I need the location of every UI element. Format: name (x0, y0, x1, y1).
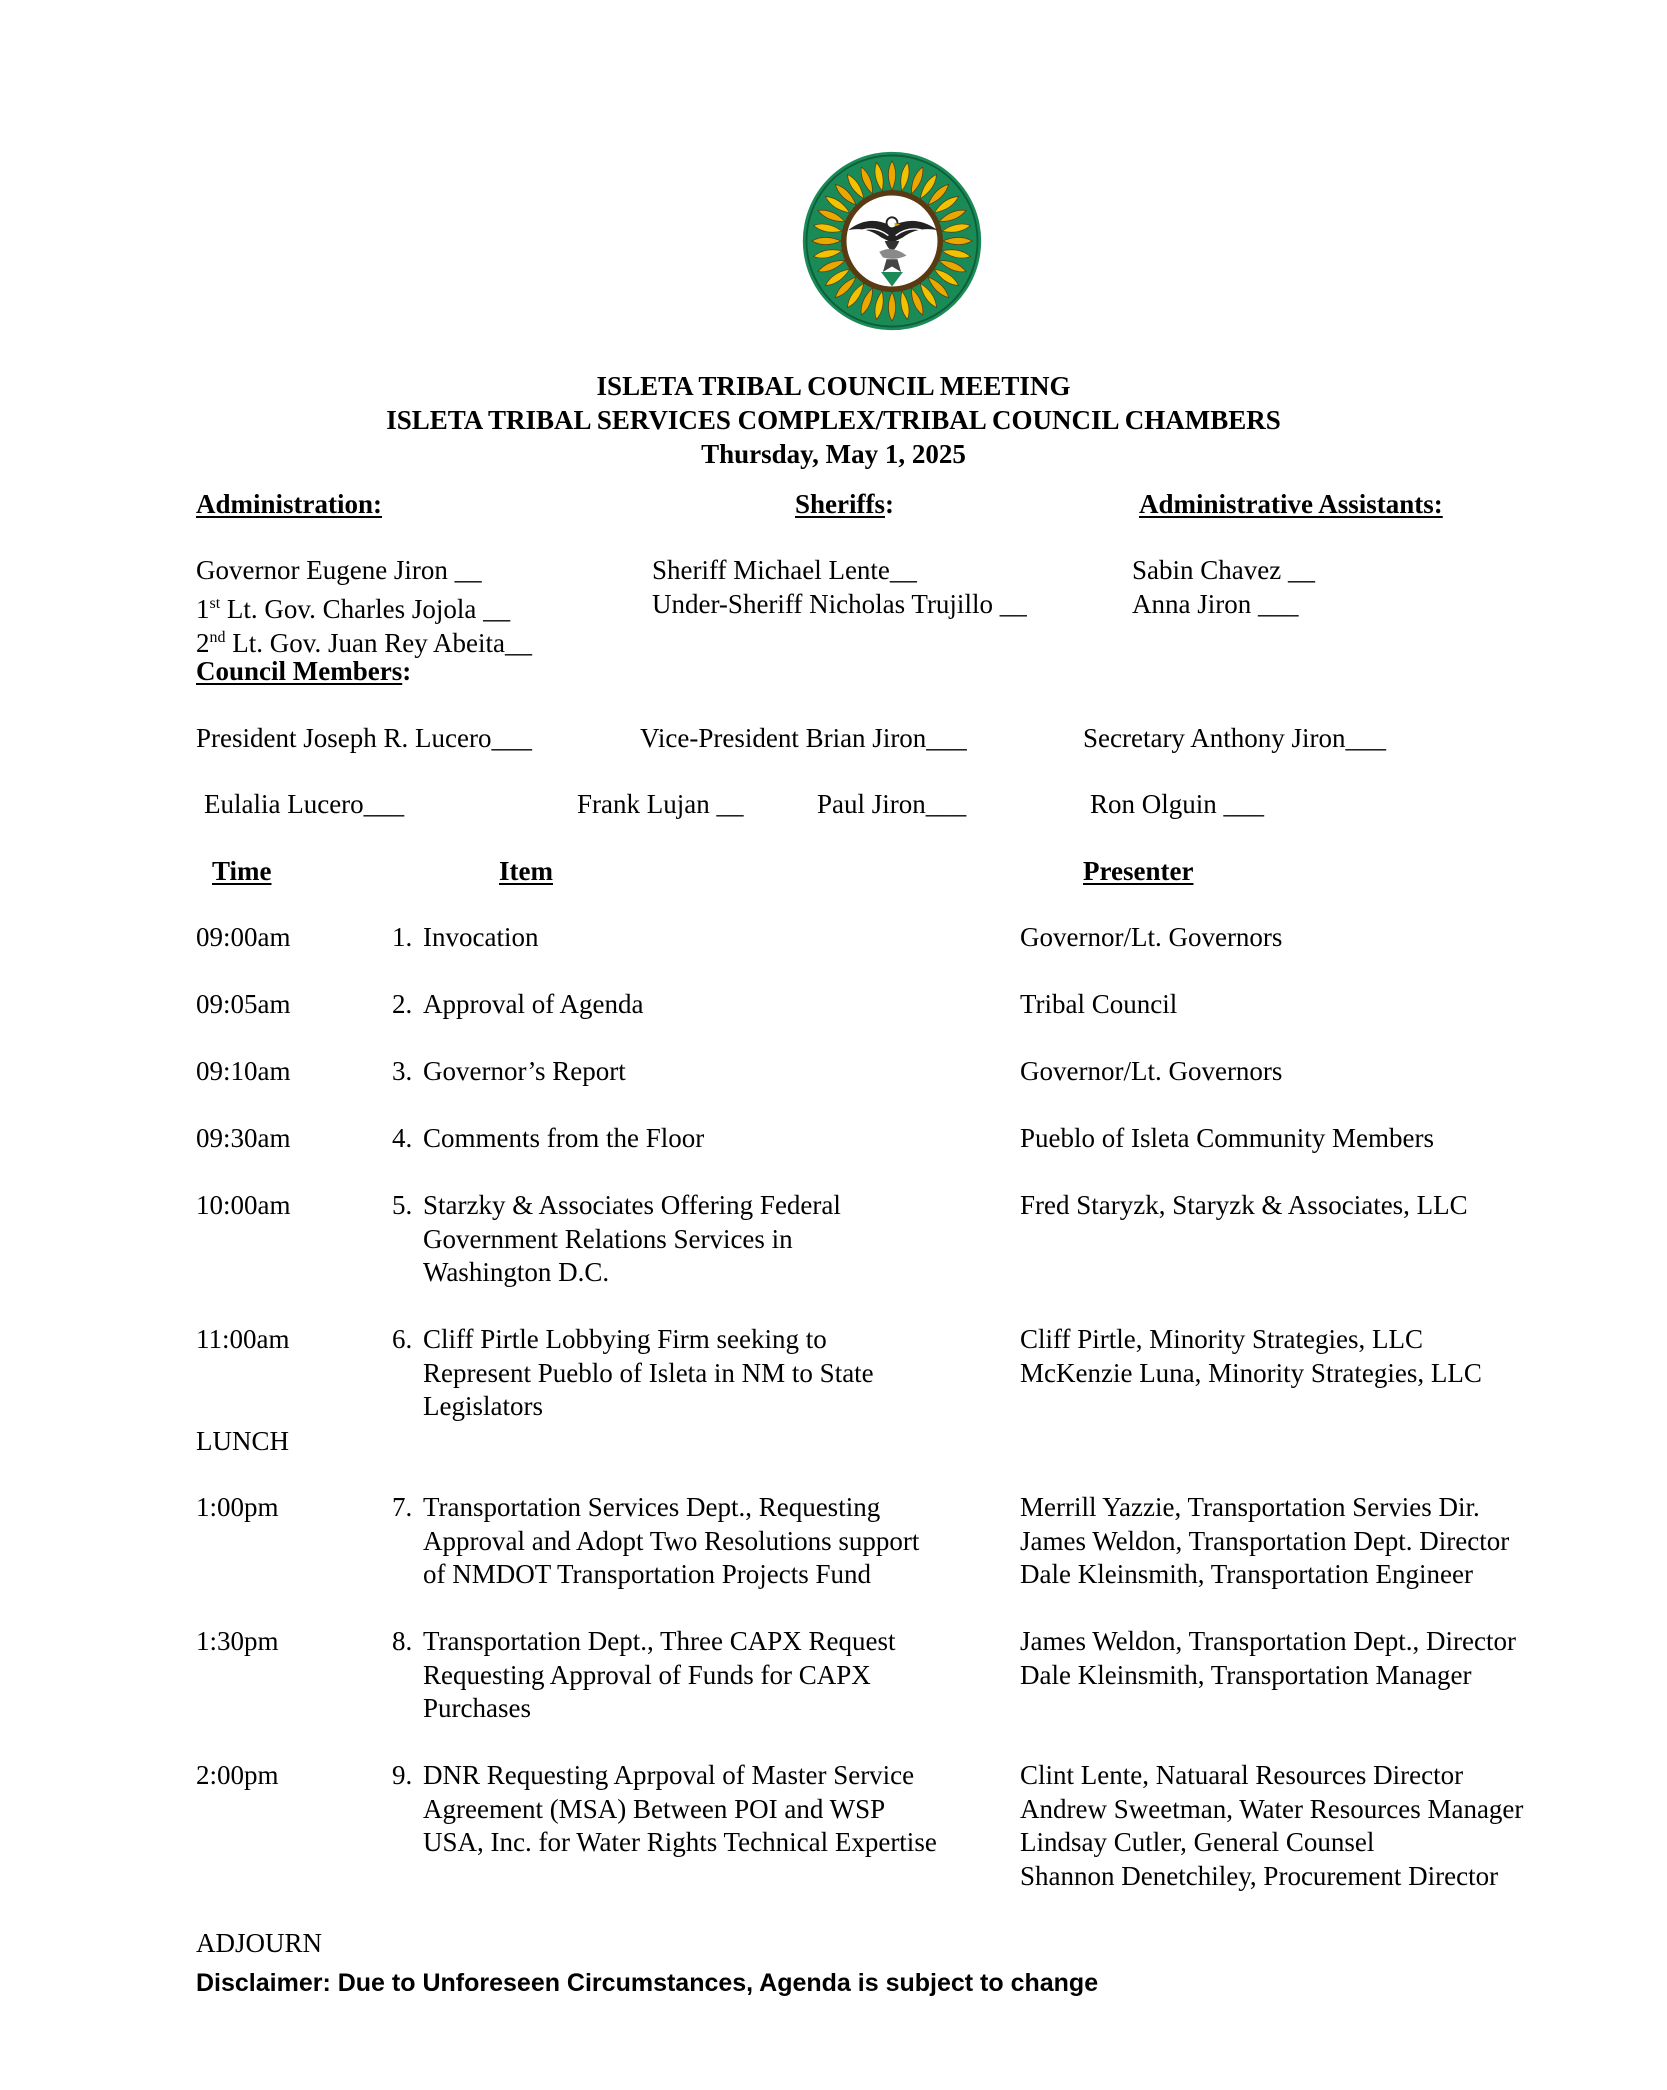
agenda-item-number: 7. (392, 1492, 413, 1522)
administration-member: Governor Eugene Jiron __ (196, 555, 482, 585)
council-member: President Joseph R. Lucero___ (196, 723, 532, 753)
assistant-member: Anna Jiron ___ (1132, 589, 1299, 619)
agenda-presenter: Fred Staryzk, Staryzk & Associates, LLC (1020, 1190, 1468, 1220)
adjourn: ADJOURN (196, 1928, 323, 1958)
agenda-item-number: 6. (392, 1324, 413, 1354)
assistant-member: Sabin Chavez __ (1132, 555, 1315, 585)
agenda-item-text: Purchases (423, 1693, 531, 1723)
agenda-presenter: Andrew Sweetman, Water Resources Manager (1020, 1793, 1524, 1824)
council-member: Secretary Anthony Jiron___ (1083, 723, 1386, 753)
agenda-presenter: Lindsay Cutler, General Counsel (1020, 1827, 1375, 1857)
agenda-presenter: McKenzie Luna, Minority Strategies, LLC (1020, 1357, 1482, 1388)
assistants-heading: Administrative Assistants: (1139, 489, 1443, 519)
administration-member: 1st Lt. Gov. Charles Jojola __ (196, 594, 511, 624)
meeting-location: ISLETA TRIBAL SERVICES COMPLEX/TRIBAL COUNCIL CHAMBERS (386, 405, 1281, 435)
agenda-item-text: Governor’s Report (423, 1056, 626, 1086)
sheriff-member: Sheriff Michael Lente__ (652, 555, 917, 585)
agenda-item-text: Approval of Agenda (423, 989, 644, 1019)
sheriff-member: Under-Sheriff Nicholas Trujillo __ (652, 589, 1027, 619)
eagle-sunflower-seal-icon (801, 150, 983, 332)
agenda-header-presenter: Presenter (1083, 856, 1194, 886)
council-member: Paul Jiron___ (817, 789, 967, 819)
agenda-time: 09:00am (196, 922, 291, 952)
agenda-item-text: USA, Inc. for Water Rights Technical Expertise (423, 1827, 937, 1857)
meeting-date: Thursday, May 1, 2025 (701, 439, 966, 469)
agenda-item-text: Agreement (MSA) Between POI and WSP (423, 1793, 886, 1824)
council-member: Eulalia Lucero___ (204, 789, 405, 819)
administration-member: 2nd Lt. Gov. Juan Rey Abeita__ (196, 628, 532, 658)
agenda-item-text: Government Relations Services in (423, 1223, 793, 1254)
agenda-presenter: Shannon Denetchiley, Procurement Director (1020, 1860, 1499, 1891)
agenda-item-text: Washington D.C. (423, 1257, 610, 1287)
agenda-item-text: Transportation Dept., Three CAPX Request (423, 1626, 896, 1656)
agenda-time: 1:00pm (196, 1492, 279, 1522)
sheriffs-heading: Sheriffs: (795, 489, 894, 519)
agenda-item-number: 8. (392, 1626, 413, 1656)
agenda-time: 2:00pm (196, 1760, 279, 1790)
lunch-break: LUNCH (196, 1426, 289, 1456)
agenda-item-text: of NMDOT Transportation Projects Fund (423, 1559, 872, 1589)
agenda-time: 11:00am (196, 1324, 290, 1354)
agenda-presenter: Pueblo of Isleta Community Members (1020, 1123, 1434, 1153)
agenda-item-number: 2. (392, 989, 413, 1019)
agenda-presenter: Merrill Yazzie, Transportation Servies Dir. (1020, 1492, 1480, 1522)
council-member: Vice-President Brian Jiron___ (640, 723, 967, 753)
agenda-presenter: Governor/Lt. Governors (1020, 922, 1283, 952)
agenda-item-number: 4. (392, 1123, 413, 1153)
agenda-item-text: Legislators (423, 1391, 543, 1421)
agenda-presenter: James Weldon, Transportation Dept., Director (1020, 1626, 1517, 1656)
council-member: Ron Olguin ___ (1090, 789, 1265, 819)
council-member: Frank Lujan __ (577, 789, 744, 819)
agenda-item-text: Comments from the Floor (423, 1123, 705, 1153)
agenda-header-item: Item (499, 856, 553, 886)
agenda-time: 1:30pm (196, 1626, 279, 1656)
agenda-item-text: Cliff Pirtle Lobbying Firm seeking to (423, 1324, 827, 1354)
agenda-item-text: Requesting Approval of Funds for CAPX (423, 1659, 871, 1690)
agenda-presenter: Cliff Pirtle, Minority Strategies, LLC (1020, 1324, 1423, 1354)
council-heading: Council Members: (196, 656, 412, 686)
agenda-presenter: Dale Kleinsmith, Transportation Manager (1020, 1659, 1472, 1690)
administration-heading: Administration: (196, 489, 383, 519)
agenda-item-number: 3. (392, 1056, 413, 1086)
agenda-time: 09:10am (196, 1056, 291, 1086)
agenda-item-number: 1. (392, 922, 413, 952)
agenda-item-text: DNR Requesting Aprpoval of Master Service (423, 1760, 915, 1790)
agenda-item-number: 9. (392, 1760, 413, 1790)
agenda-presenter: Clint Lente, Natuaral Resources Director (1020, 1760, 1464, 1790)
agenda-item-number: 5. (392, 1190, 413, 1220)
agenda-time: 09:05am (196, 989, 291, 1019)
agenda-item-text: Starzky & Associates Offering Federal (423, 1190, 841, 1220)
agenda-item-text: Transportation Services Dept., Requesting (423, 1492, 881, 1522)
agenda-presenter: Tribal Council (1020, 989, 1178, 1019)
agenda-header-time: Time (212, 856, 272, 886)
agenda-item-text: Invocation (423, 922, 539, 952)
agenda-item-text: Approval and Adopt Two Resolutions support (423, 1525, 920, 1556)
agenda-presenter: Governor/Lt. Governors (1020, 1056, 1283, 1086)
meeting-title: ISLETA TRIBAL COUNCIL MEETING (596, 371, 1071, 401)
agenda-time: 10:00am (196, 1190, 291, 1220)
disclaimer: Disclaimer: Due to Unforeseen Circumstances, Agenda is subject to change (196, 1969, 1099, 1997)
agenda-presenter: Dale Kleinsmith, Transportation Engineer (1020, 1559, 1473, 1589)
agenda-time: 09:30am (196, 1123, 291, 1153)
agenda-item-text: Represent Pueblo of Isleta in NM to State (423, 1357, 874, 1388)
agenda-presenter: James Weldon, Transportation Dept. Director (1020, 1525, 1510, 1556)
